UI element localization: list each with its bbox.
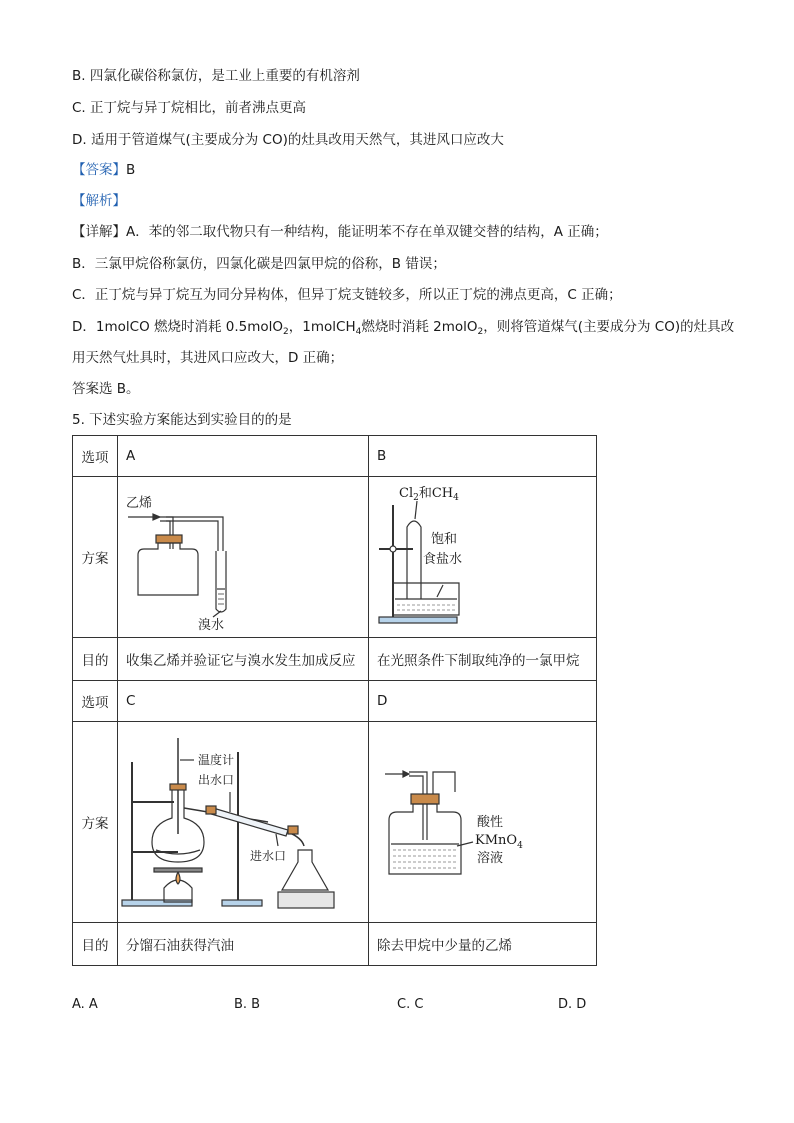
row-label-option: 选项 [73,436,118,477]
flask-stand [278,892,334,908]
table-row [73,638,597,681]
connect-tube [166,517,223,551]
label-kmno4 [475,833,523,851]
flame-icon [176,872,180,884]
row-label-option: 选项 [73,681,118,722]
stand-base [122,900,192,906]
wire-gauze [154,868,202,872]
label-acidic: 酸性 [477,815,504,830]
gas-tube [407,521,421,599]
diagram-b-cell [369,477,597,638]
detail-d-part1: D．1molCO 燃烧时消耗 0.5molO [72,319,284,335]
detail-label: 【详解】 [72,224,126,240]
subscript: 4 [355,327,362,337]
table-row [73,681,597,722]
col-label-c: C [118,681,369,722]
label-kmno: KMnO [475,833,518,848]
subscript: 2 [413,493,419,503]
answer-line [72,160,135,180]
row-label-scheme: 方案 [73,477,118,638]
label-gases [399,486,459,503]
col-label-b: B [369,436,597,477]
adapter-stopper [288,826,298,834]
diagram-b [369,477,595,633]
diagram-c [118,722,368,918]
choice-b[interactable]: B. B [234,997,261,1012]
diagram-d [369,722,595,918]
label-ethylene: 乙烯 [126,496,153,511]
table-row [73,436,597,477]
option-d-text: D. 适用于管道煤气(主要成分为 CO)的灶具改用天然气，其进风口应改大 [72,132,504,148]
detail-d-line1 [72,317,734,342]
row-label-scheme: 方案 [73,722,118,923]
test-tube [216,551,226,612]
stopper [411,794,439,804]
row-label-goal: 目的 [73,923,118,966]
diagram-a [118,477,368,633]
answer-value: B [126,162,136,178]
label-pointer [213,611,221,617]
liquid-hatch [218,594,224,604]
inlet-tube [409,772,427,840]
gas-bottle [138,543,198,595]
liquid-hatch [397,605,455,610]
col-label-a: A [118,436,369,477]
analysis-label: 【解析】 [72,193,126,209]
arrow-head-icon [153,514,160,520]
option-b-text: B. 四氯化碳俗称氯仿，是工业上重要的有机溶剂 [72,68,360,84]
stopper [170,784,186,790]
choice-a[interactable]: A. A [72,997,98,1012]
liquid-hatch [393,850,457,868]
experiment-table [72,435,597,966]
arrow-head-icon [403,771,409,777]
subscript: 2 [283,327,289,337]
diagram-c-cell [118,722,369,923]
goal-b: 在光照条件下制取纯净的一氯甲烷 [369,638,597,681]
detail-d-part2: ，1molCH [288,319,356,335]
detail-d-part4: ，则将管道煤气(主要成分为 CO)的灶具改 [483,319,735,335]
stand-base-2 [222,900,262,906]
label-thermometer: 温度计 [198,753,235,767]
label-bromine-water: 溴水 [198,618,225,633]
subscript: 4 [453,493,459,503]
answer-label: 【答案】 [72,162,126,178]
goal-c: 分馏石油获得汽油 [118,923,369,966]
water-inlet-tube [276,834,278,846]
label-saturated: 饱和 [431,532,458,547]
detail-c: C．正丁烷与异丁烷互为同分异构体，但异丁烷支链较多，所以正丁烷的沸点更高，C 正确； [72,287,622,303]
condenser [211,808,288,836]
conclusion: 答案选 B。 [72,381,140,397]
table-row [73,923,597,966]
label-pointer [437,585,443,597]
clamp-knob [390,546,396,552]
table-row [73,477,597,638]
row-label-goal: 目的 [73,638,118,681]
stopper [156,535,182,543]
label-pointer [457,842,473,846]
diagram-a-cell [118,477,369,638]
choice-d[interactable]: D. D [558,997,587,1012]
label-pointer [415,501,417,519]
goal-a: 收集乙烯并验证它与溴水发生加成反应 [118,638,369,681]
detail-b: B．三氯甲烷俗称氯仿，四氯化碳是四氯甲烷的俗称，B 错误； [72,256,446,272]
subscript: 2 [477,327,484,337]
choice-c[interactable]: C. C [397,997,424,1012]
label-water-inlet: 进水口 [250,849,287,863]
detail-d-part3: 燃烧时消耗 2molO [361,319,478,335]
question-stem: 5. 下述实验方案能达到实验目的的是 [72,412,292,428]
wash-bottle [389,804,461,874]
detail-a-text: A．苯的邻二取代物只有一种结构，能证明苯不存在单双键交替的结构，A 正确； [126,224,608,240]
inlet-tube [160,517,173,549]
condenser-stopper [206,806,216,814]
detail-d-line2: 用天然气灶具时，其进风口应改大，D 正确； [72,350,344,366]
label-solution: 溶液 [477,851,504,866]
label-brine: 食盐水 [423,552,463,567]
goal-d: 除去甲烷中少量的乙烯 [369,923,597,966]
label-water-outlet: 出水口 [198,773,235,787]
subscript: 4 [517,841,523,851]
label-ch: 和CH [418,486,454,501]
label-cl: Cl [399,486,414,501]
option-c-text: C. 正丁烷与异丁烷相比，前者沸点更高 [72,100,307,116]
table-row [73,722,597,923]
col-label-d: D [369,681,597,722]
conical-flask [282,850,328,890]
stand-base [379,617,457,623]
diagram-d-cell [369,722,597,923]
outlet-tube [433,772,455,794]
detail-a [72,222,608,242]
